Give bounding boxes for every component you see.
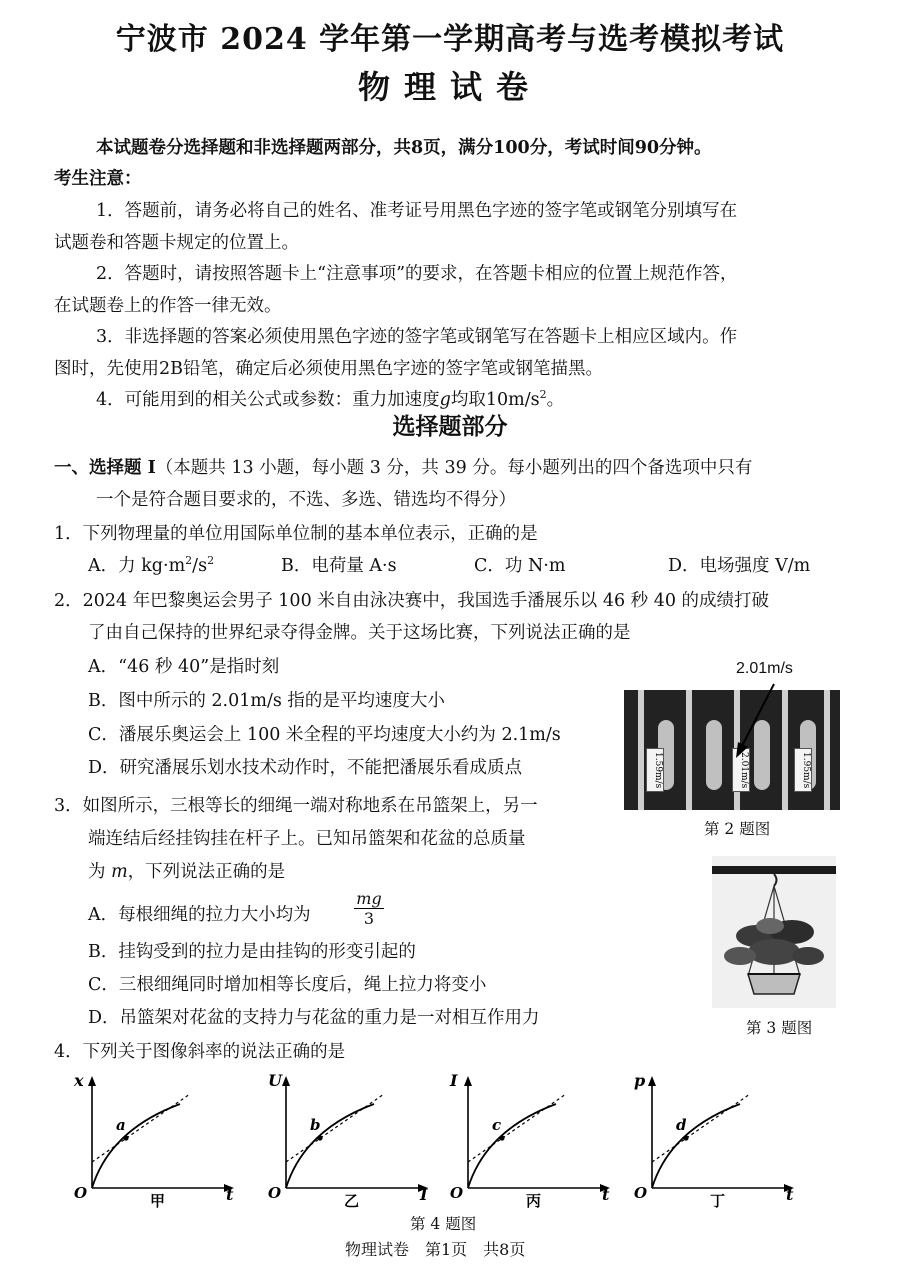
q1-stem: 1．下列物理量的单位用国际单位制的基本单位表示，正确的是 [54,524,538,544]
point-label: b [310,1116,321,1134]
speed-tag: 2.01m/s [732,748,750,792]
q4-graph [264,1070,434,1210]
q3-stem-line-2: 端连结后经挂钩挂在杆子上。已知吊篮架和花盆的总质量 [88,829,526,849]
q3-stem-line-1: 3．如图所示，三根等长的细绳一端对称地系在吊篮架上，另一 [54,796,538,816]
y-axis-arrow [648,1076,656,1086]
q3-option-c: C．三根细绳同时增加相等长度后，绳上拉力将变小 [88,975,487,995]
notice-item-4-unit: 均取10m/s [450,390,540,410]
q2-option-c: C．潘展乐奥运会上 100 米全程的平均速度大小约为 2.1m/s [88,725,561,745]
tangent-line [286,1094,384,1162]
superscript: 2 [185,554,193,568]
exam-subject-title: 物理试卷 [357,68,542,106]
curve [286,1104,374,1188]
speed-tag: 1.95m/s [794,748,812,792]
q3-option-d: D．吊篮架对花盆的支持力与花盆的重力是一对相互作用力 [88,1008,540,1028]
mass-symbol: m [111,862,128,882]
q3-figure-caption: 第 3 题图 [746,1019,813,1037]
q2-stem-line-1: 2．2024 年巴黎奥运会男子 100 米自由泳决赛中，我国选手潘展乐以 46 秒 40 的成绩打破 [54,591,770,611]
q3-option-a-text: A．每根细绳的拉力大小均为 [88,905,311,925]
y-axis-arrow [282,1076,290,1086]
speed-tag: 1.59m/s [646,748,664,792]
notice-item-4-text: 4．可能用到的相关公式或参数：重力加速度 [96,390,440,410]
curve [468,1104,556,1188]
y-axis-label: x [74,1071,84,1090]
graph-name: 乙 [344,1192,360,1210]
q3-option-b: B．挂钩受到的拉力是由挂钩的形变引起的 [88,942,416,962]
exam-intro: 本试题卷分选择题和非选择题两部分，共8页，满分100分，考试时间90分钟。 [96,138,712,158]
fraction-numerator: mg [354,889,384,909]
x-axis-label: t [786,1185,794,1204]
q3-stem-text: 为 [88,862,112,882]
superscript: 2 [539,388,547,402]
q3-option-a [88,901,311,926]
q2-figure-speed-label: 2.01m/s [736,660,793,677]
q2-option-b: B．图中所示的 2.01m/s 指的是平均速度大小 [88,691,445,711]
origin-label: O [74,1184,88,1202]
part1-text-line-2: 一个是符合题目要求的，不选、多选、错选均不得分） [96,490,516,510]
part1-text-line-1: （本题共 13 小题，每小题 3 分，共 39 分。每小题列出的四个备选项中只有 [155,458,753,478]
graph-name: 丁 [710,1192,726,1210]
notice-item-2-line-2: 在试题卷上的作答一律无效。 [54,296,282,316]
exam-title: 宁波市 2024 学年第一学期高考与选考模拟考试 [115,22,785,57]
notice-item-3-line-2: 图时，先使用2B铅笔，确定后必须使用黑色字迹的签字笔或钢笔描黑。 [54,359,603,379]
origin-label: O [450,1184,464,1202]
tangent-line [468,1094,566,1162]
q1-option-b: B．电荷量 A·s [281,556,397,576]
notice-item-1-line-2: 试题卷和答题卡规定的位置上。 [54,233,299,253]
notice-item-1-line-1: 1．答题前，请务必将自己的姓名、准考证号用黑色字迹的签字笔或钢笔分别填写在 [96,201,738,221]
q1-option-a [88,552,214,577]
q4-stem: 4．下列关于图像斜率的说法正确的是 [54,1042,346,1062]
graph-name: 丙 [526,1192,542,1210]
curve [652,1104,740,1188]
notice-heading: 考生注意： [54,169,142,189]
x-axis-label: t [226,1185,234,1204]
q1-option-a-text: A．力 kg·m [88,556,186,576]
superscript: 2 [207,554,215,568]
q1-option-c: C．功 N·m [474,556,566,576]
y-axis-label: U [268,1071,282,1090]
y-axis-label: I [450,1071,458,1090]
origin-label: O [268,1184,282,1202]
y-axis-arrow [88,1076,96,1086]
tangent-line [652,1094,750,1162]
section-title: 选择题部分 [392,413,508,440]
q2-figure-caption: 第 2 题图 [704,820,771,838]
point-label: a [116,1116,126,1134]
q3-hanging-planter-photo [712,856,836,1008]
x-axis-label: I [420,1185,428,1204]
part1-label: 一、选择题 I [54,458,156,478]
x-axis-label: t [602,1185,610,1204]
q2-option-d: D．研究潘展乐划水技术动作时，不能把潘展乐看成质点 [88,758,523,778]
q1-option-a-text-2: /s [192,556,208,576]
q4-graph [70,1070,240,1210]
q4-figure-caption: 第 4 题图 [410,1215,477,1233]
curve [92,1104,180,1188]
point-label: c [492,1116,502,1134]
notice-item-3-line-1: 3．非选择题的答案必须使用黑色字迹的签字笔或钢笔写在答题卡上相应区域内。作 [96,327,738,347]
tangent-point [683,1135,688,1140]
q2-figure-arrow [624,650,840,790]
y-axis-label: p [634,1071,646,1090]
q3-stem-line-3 [88,858,285,883]
q4-graph [446,1070,616,1210]
notice-item-2-line-1: 2．答题时，请按照答题卡上“注意事项”的要求，在答题卡相应的位置上规范作答， [96,264,738,284]
gravity-symbol: g [439,390,451,410]
part1-heading [54,454,752,479]
planter-illustration [712,856,836,1008]
tangent-point [123,1135,128,1140]
tangent-line [92,1094,190,1162]
origin-label: O [634,1184,648,1202]
fraction-mg-over-3 [354,889,384,928]
notice-item-4-end: 。 [546,390,565,410]
tangent-point [317,1135,322,1140]
q1-option-d: D．电场强度 V/m [668,556,811,576]
page-footer: 物理试卷 第1页 共8页 [345,1240,526,1259]
point-label: d [676,1116,687,1134]
q4-graph [630,1070,800,1210]
q2-stem-line-2: 了由自己保持的世界纪录夺得金牌。关于这场比赛，下列说法正确的是 [88,623,631,643]
tangent-point [499,1135,504,1140]
graph-name: 甲 [150,1192,166,1210]
fraction-denominator: 3 [363,909,375,928]
q3-stem-text-2: ，下列说法正确的是 [127,862,286,882]
q2-option-a: A．“46 秒 40”是指时刻 [88,657,280,677]
y-axis-arrow [464,1076,472,1086]
